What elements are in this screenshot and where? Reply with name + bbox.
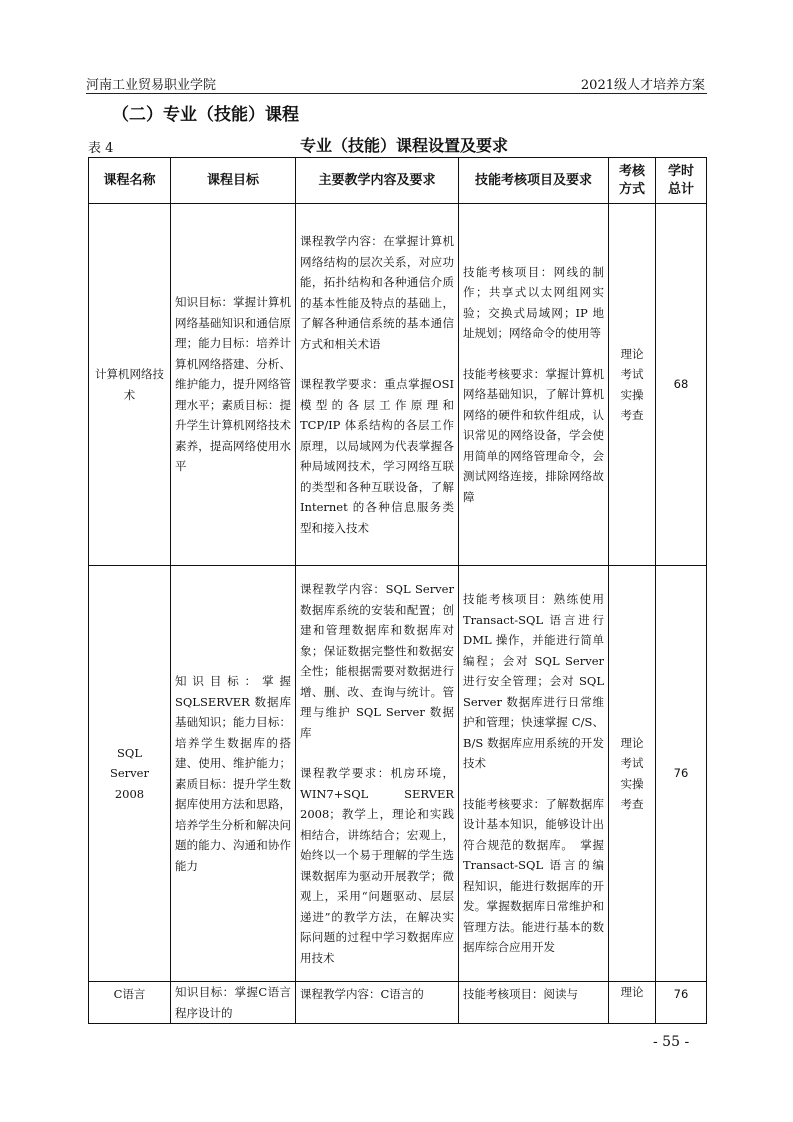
col-header-teaching-content: 主要教学内容及要求: [296, 158, 459, 204]
table-row: [89, 982, 707, 1024]
course-name: SQL Server 2008: [89, 566, 171, 982]
header-institution: 河南工业贸易职业学院: [86, 78, 217, 93]
total-hours: 76: [656, 982, 707, 1024]
table-header-row: [89, 158, 707, 204]
course-goal: 知识目标：掌握SQLSERVER 数据库基础知识；能力目标：培养学生数据库的搭建、使用、维护能力；素质目标：提升学生数据库使用方法和思路，培养学生分析和解决问题的能力、沟通和协作能力: [171, 566, 296, 982]
table-number: 表 4: [88, 141, 114, 156]
course-table: [88, 157, 707, 1024]
assessment-method: 理论 考试 实操 考查: [609, 566, 656, 982]
assessment-method: 理论 考试 实操 考查: [609, 204, 656, 566]
page-number: - 55 -: [653, 1034, 690, 1050]
skill-assessment: [459, 982, 609, 1024]
skill-project-text: 技能考核项目：阅读与: [463, 987, 578, 1001]
teaching-content: [296, 982, 459, 1024]
skill-assessment: [459, 204, 609, 566]
table-row: [89, 566, 707, 982]
course-name: C语言: [89, 982, 171, 1024]
col-header-course-goal: 课程目标: [171, 158, 296, 204]
teaching-content-text: 课程教学内容：C语言的: [300, 987, 424, 1001]
col-header-total-hours: 学时 总计: [656, 158, 707, 204]
course-goal: 知识目标：掌握计算机网络基础知识和通信原理；能力目标：培养计算机网络搭建、分析、维护能力，提升网络管理水平；素质目标：提升学生计算机网络技术素养，提高网络使用水平: [171, 204, 296, 566]
skill-requirement-text: 技能考核要求：了解数据库设计基本知识，能够设计出符合规范的数据库。 掌握 Transact-SQL 语言的编程知识，能进行数据库的开发。掌握数据库日常维护和管理方法。能进行基本的数据库综合应用开发: [463, 796, 604, 955]
teaching-requirement-text: 课程教学要求：机房环境，WIN7+SQL SERVER 2008；教学上，理论和实践相结合，讲练结合；宏观上，始终以一个易于理解的学生选课数据库为驱动开展教学；微观上，采用“问题驱动、层层递进”的教学方法，在解决实际问题的过程中学习数据库应用技术: [300, 766, 454, 965]
teaching-requirement-text: 课程教学要求：重点掌握OSI 模型的各层工作原理和 TCP/IP 体系结构的各层工作原理，以局域网为代表掌握各种局域网技术，学习网络互联的类型和各种互联设备，了解 Internet 的各种信息服务类型和接入技术: [300, 377, 454, 535]
teaching-content: [296, 204, 459, 566]
skill-project-text: 技能考核项目：网线的制作；共享式以太网组网实验；交换式局域网；IP 地址规划；网络命令的使用等: [463, 264, 604, 341]
total-hours: 68: [656, 204, 707, 566]
teaching-content-text: 课程教学内容：在掌握计算机网络结构的层次关系，对应功能，拓扑结构和各种通信介质的基本性能及特点的基础上，了解各种通信系统的基本通信方式和相关术语: [300, 234, 454, 351]
skill-project-text: 技能考核项目：熟练使用 Transact-SQL 语言进行 DML 操作，并能进行简单编程；会对 SQL Server 进行安全管理；会对 SQL Server 数据库进行日常维护和管理；快速掌握 C/S、B/S 数据库应用系统的开发技术: [463, 592, 604, 771]
total-hours: 76: [656, 566, 707, 982]
header-rule: [86, 93, 707, 94]
col-header-skill-assessment: 技能考核项目及要求: [459, 158, 609, 204]
teaching-content-text: 课程教学内容：SQL Server 数据库系统的安装和配置；创建和管理数据库和数据库对象；保证数据完整性和数据安全性；能根据需要对数据进行增、删、改、查询与统计。管理与维护 SQL Server 数据库: [300, 582, 454, 740]
table-row: [89, 204, 707, 566]
teaching-content: [296, 566, 459, 982]
course-name: 计算机网络技术: [89, 204, 171, 566]
course-goal: 知识目标：掌握C语言程序设计的: [171, 982, 296, 1024]
table-title: 专业（技能）课程设置及要求: [300, 136, 509, 155]
col-header-assessment-method: 考核 方式: [609, 158, 656, 204]
col-header-course-name: 课程名称: [89, 158, 171, 204]
skill-assessment: [459, 566, 609, 982]
header-doc-title: 2021级人才培养方案: [580, 78, 705, 93]
section-title: （二）专业（技能）课程: [112, 105, 299, 125]
assessment-method: 理论: [609, 982, 656, 1024]
skill-requirement-text: 技能考核要求：掌握计算机网络基础知识，了解计算机网络的硬件和软件组成，认识常见的网络设备，学会使用简单的网络管理命令，会测试网络连接，排除网络故障: [463, 366, 604, 504]
